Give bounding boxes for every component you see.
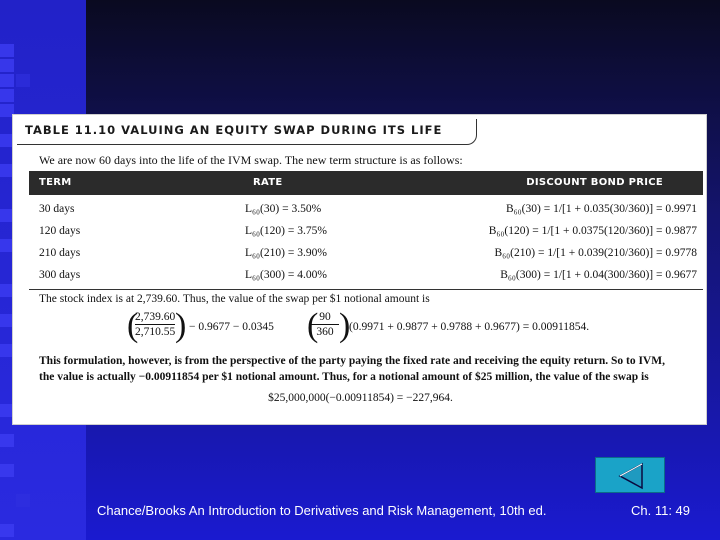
close-paren: ) xyxy=(175,307,187,344)
back-arrow-icon xyxy=(596,458,666,494)
swap-value-formula xyxy=(39,307,639,345)
perspective-line-1: This formulation, however, is from the perspective of the party paying the fixed rate and receiving the equity return. So to IVM, xyxy=(39,355,665,367)
table-row xyxy=(29,199,703,221)
decor-square xyxy=(0,434,14,447)
header-term: TERM xyxy=(39,177,72,188)
perspective-line-2: the value is actually −0.00911854 per $1 notional amount. Thus, for a notional amount of $25 million, the value of the swap is xyxy=(39,371,649,383)
table-row xyxy=(29,243,703,265)
decor-square xyxy=(16,494,30,507)
fraction-denominator: 360 xyxy=(316,326,334,338)
decor-square xyxy=(16,74,30,87)
table-row xyxy=(29,265,703,287)
fraction-numerator: 90 xyxy=(311,311,339,325)
rate-cell: L₆₀(30) = 3.50% xyxy=(245,203,322,215)
table-divider xyxy=(29,289,703,290)
footer-citation: Chance/Brooks An Introduction to Derivatives and Risk Management, 10th ed. xyxy=(97,503,547,518)
formula-tail: (0.9971 + 0.9877 + 0.9788 + 0.9677) = 0.00911854. xyxy=(349,321,590,333)
price-cell: B₆₀(30) = 1/[1 + 0.035(30/360)] = 0.9971 xyxy=(505,203,697,215)
fraction-numerator: 2,739.60 xyxy=(135,311,176,323)
day-count-fraction xyxy=(311,311,339,338)
decor-square xyxy=(0,44,14,57)
header-rate: RATE xyxy=(253,177,283,188)
price-cell: B₆₀(120) = 1/[1 + 0.0375(120/360)] = 0.9877 xyxy=(488,225,697,237)
rate-cell: L₆₀(210) = 3.90% xyxy=(245,247,327,259)
table-header-row xyxy=(29,171,703,195)
decor-square xyxy=(0,89,14,102)
open-paren: ( xyxy=(307,307,319,344)
rate-cell: L₆₀(300) = 4.00% xyxy=(245,269,327,281)
price-ratio-fraction xyxy=(135,311,175,338)
decor-square xyxy=(0,464,14,477)
header-discount-bond-price: DISCOUNT BOND PRICE xyxy=(526,177,663,188)
decor-square xyxy=(0,74,14,87)
table-caption: TABLE 11.10 VALUING AN EQUITY SWAP DURING ITS LIFE xyxy=(25,123,443,137)
term-cell: 300 days xyxy=(39,269,81,281)
table-row xyxy=(29,221,703,243)
fraction-denominator: 2,710.55 xyxy=(135,326,176,338)
rate-cell: L₆₀(120) = 3.75% xyxy=(245,225,327,237)
price-cell: B₆₀(210) = 1/[1 + 0.039(210/360)] = 0.9778 xyxy=(494,247,697,259)
open-paren: ( xyxy=(127,307,139,344)
close-paren: ) xyxy=(339,307,351,344)
table-figure xyxy=(12,114,707,425)
decor-square xyxy=(0,524,14,537)
previous-slide-button[interactable] xyxy=(595,457,665,493)
term-cell: 30 days xyxy=(39,203,75,215)
formula-middle: − 0.9677 − 0.0345 xyxy=(189,321,274,333)
term-cell: 210 days xyxy=(39,247,81,259)
stock-index-text: The stock index is at 2,739.60. Thus, the value of the swap per $1 notional amount is xyxy=(39,293,430,305)
table-intro: We are now 60 days into the life of the IVM swap. The new term structure is as follows: xyxy=(39,153,463,167)
price-cell: B₆₀(300) = 1/[1 + 0.04(300/360)] = 0.9677 xyxy=(500,269,697,281)
footer-page-number: Ch. 11: 49 xyxy=(631,503,691,518)
decor-square xyxy=(0,59,14,72)
term-cell: 120 days xyxy=(39,225,81,237)
swap-value-result: $25,000,000(−0.00911854) = −227,964. xyxy=(268,392,453,404)
